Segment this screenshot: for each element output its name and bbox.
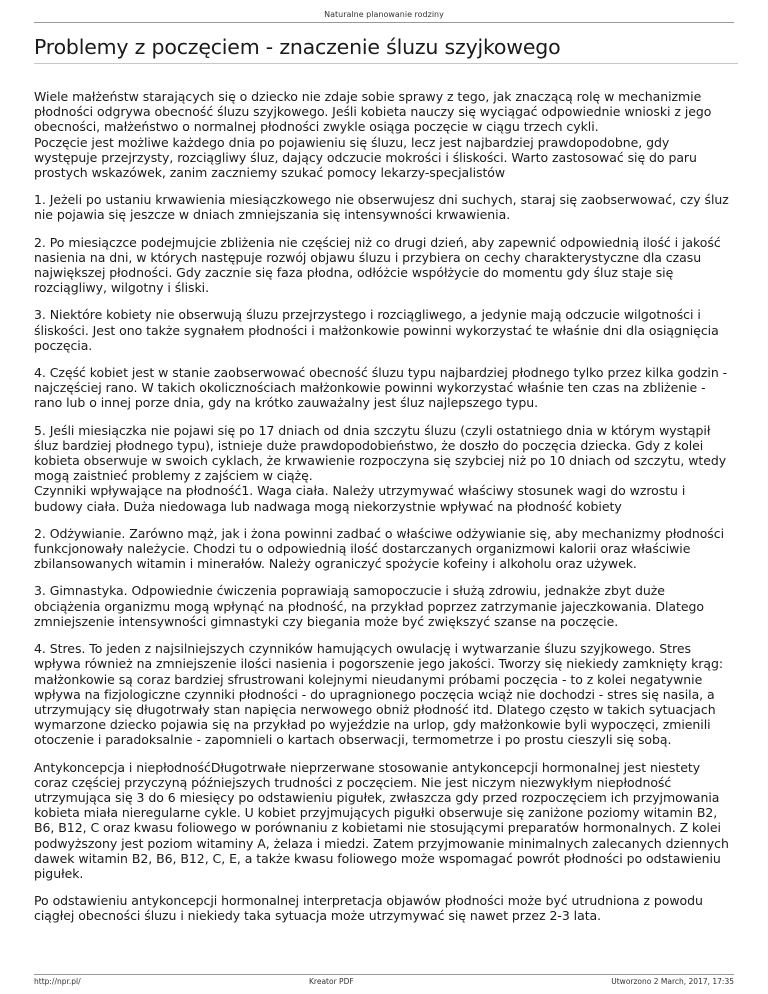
footer-created-date: Utworzono 2 March, 2017, 17:35 <box>611 977 734 986</box>
factor-paragraph: 3. Gimnastyka. Odpowiednie ćwiczenia poprawiają samopoczucie i służą zdrowiu, jednakże zbyt duże obciążenia organizmu mogą wpłynąć na płodność, na przykład poprzez zatrzymanie jajeczkowania. Dlatego zmniejszenie intensywności gimnastyki czy biegania może być zwiększyć szanse na poczęcie. <box>34 583 704 629</box>
tip-paragraph <box>34 423 734 514</box>
intro-text: Wiele małżeństw starających się o dziecko nie zdaje sobie sprawy z tego, jak znaczącą rolę w mechanizmie płodności odgrywa obecność śluzu szyjkowego. Jeśli kobieta nauczy się wyciągać odpowiednie wnioski z jego obecności, małżeństwo o normalnej płodności zwykle osiąga poczęcie w ciągu trzech cykli. <box>34 89 712 135</box>
article-body <box>34 89 734 936</box>
factor-paragraph: 2. Odżywianie. Zarówno mąż, jak i żona powinni zadbać o właściwe odżywianie się, aby mechanizmy płodności funkcjonowały należycie. Chodzi tu o odpowiednią ilość dostarczanych organizmowi kalorii oraz właściwie zbilansowanych witamin i minerałów. Należy ograniczyć spożycie kofeiny i alkoholu oraz używek. <box>34 525 725 572</box>
tip-paragraph: 3. Niektóre kobiety nie obserwują śluzu przejrzystego i rozciągliwego, a jedynie mają odczucie wilgotności i śliskości. Jest ono także sygnałem płodności i małżonkowie powinni wykorzystać te właśnie dni dla osiągnięcia poczęcia. <box>34 307 719 353</box>
tip-paragraph: 4. Część kobiet jest w stanie zaobserwować obecność śluzu typu najbardziej płodnego tylko przez kilka godzin - najczęściej rano. W takich okolicznościach małżonkowie powinni wykorzystać właśnie ten czas na zbliżenie - rano lub o innej porze dnia, gdy na krótko zauważalny jest śluz najlepszego typu. <box>34 365 728 411</box>
factors-heading-text: Czynniki wpływające na płodność1. Waga ciała. Należy utrzymywać właściwy stosunek wagi do wzrostu i budowy ciała. Duża niedowaga lub nadwaga mogą niekorzystnie wpływać na płodność kobiety <box>34 483 686 514</box>
tip-text: 5. Jeśli miesiączka nie pojawi się po 17 dniach od dnia szczytu śluzu (czyli ostatniego dnia w którym wystąpił śluz bardziej płodnego typu), istnieje duże prawdopodobieństwo, że doszło do poczęcia dziecka. Gdy z kolei kobieta obserwuje w swoich cyklach, że krwawienie rozpoczyna się szybciej niż po 10 dniach od szczytu, wtedy mogą zaistnieć problemy z zajściem w ciążę. <box>34 422 727 484</box>
tip-paragraph: 2. Po miesiączce podejmujcie zbliżenia nie częściej niż co drugi dzień, aby zapewnić odpowiednią ilość i jakość nasienia na dni, w których następuje rozwój objawu śluzu i przybiera on cechy charakterystyczne dla czasu największej płodności. Gdy zacznie się faza płodna, odłóżcie współżycie do momentu gdy śluz staje się rozciągliwy, wilgotny i śliski. <box>34 234 721 296</box>
factor-paragraph: 4. Stres. To jeden z najsilniejszych czynników hamujących owulację i wytwarzanie śluzu szyjkowego. Stres wpływa również na zmniejszenie ilości nasienia i pogorszenie jego jakości. Tworzy się niekiedy zamknięty krąg: małżonkowie są coraz bardziej sfrustrowani kolejnymi nieudanymi próbami poczęcia - to z kolei negatywnie wpływa na fizjologiczne czynniki płodności - do upragnionego poczęcia wciąż nie dochodzi - stres się nasila, a utrzymujący się długotrwały stan napięcia nerwowego obniż płodność itd. Dlatego często w takich sytuacjach wymarzone dziecko pojawia się na przykład po wyjeździe na urlop, gdy małżonkowie byli wypoczęci, zmienili otoczenie i paradoksalnie - zapomnieli o kartach obserwacji, termometrze i po prostu cieszyli się sobą. <box>34 641 724 748</box>
article-title: Problemy z poczęciem - znaczenie śluzu szyjkowego <box>34 35 738 64</box>
contraception-paragraph: Antykoncepcja i niepłodnośćDługotrwałe nieprzerwane stosowanie antykoncepcji hormonalnej jest niestety coraz częściej przyczyną późniejszych trudności z poczęciem. Nie jest niczym niezwykłym niepłodność utrzymująca się 3 do 6 miesięcy po odstawieniu pigułek, zwłaszcza gdy przed rozpoczęciem ich przyjmowania kobieta miała nieregularne cykle. U kobiet przyjmujących pigułki obserwuje się zaniżone poziomy witamin B2, B6, B12, C oraz kwasu foliowego w porównaniu z kobietami nie stosującymi preparatów hormonalnych. Z kolei podwyższony jest poziom witaminy A, żelaza i miedzi. Zatem przyjmowanie minimalnych zalecanych dziennych dawek witamin B2, B6, B12, C, E, a także kwasu foliowego może wspomagać powrót płodności po odstawieniu pigułek. <box>34 759 729 881</box>
intro-text: Poczęcie jest możliwe każdego dnia po pojawieniu się śluzu, lecz jest najbardziej prawdopodobne, gdy występuje przejrzysty, rozciągliwy śluz, dający odczucie mokrości i śliskości. Warto zastosować się do paru prostych wskazówek, zanim zaczniemy szukać pomocy lekarzy-specjalistów <box>34 134 697 181</box>
tip-paragraph: 1. Jeżeli po ustaniu krwawienia miesiączkowego nie obserwujesz dni suchych, staraj się zaobserwować, czy śluz nie pojawia się jeszcze w dniach zmniejszania się intensywności krwawienia. <box>34 192 729 223</box>
running-title: Naturalne planowanie rodziny <box>324 10 444 19</box>
closing-paragraph: Po odstawieniu antykoncepcji hormonalnej interpretacja objawów płodności może być utrudniona z powodu ciągłej obecności śluzu i niekiedy taka sytuacja może utrzymywać się nawet przez 2-3 lata. <box>34 893 703 924</box>
page-footer <box>34 974 734 987</box>
footer-url-link[interactable]: http://npr.pl/ <box>34 977 81 986</box>
page-header <box>34 10 734 23</box>
intro-paragraph <box>34 89 734 180</box>
footer-generator: Kreator PDF <box>309 977 354 986</box>
